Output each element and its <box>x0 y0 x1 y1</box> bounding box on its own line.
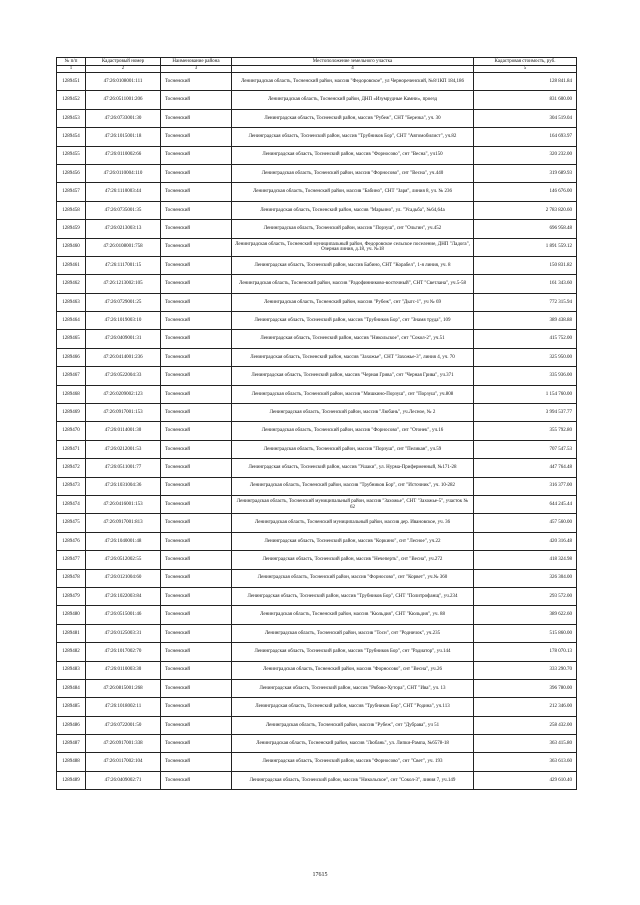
header-cadastral-number: Кадастровый номер <box>86 58 161 66</box>
row-index: 1289479 <box>57 587 86 605</box>
row-cadastral-value: 258 432.00 <box>474 716 577 734</box>
row-cadastral-value: 457 560.00 <box>474 514 577 532</box>
row-cadastral-value: 363 415.80 <box>474 735 577 753</box>
row-location: Ленинградская область, Тосненский муниципальный район, массив дер. Ивановское, уч. 36 <box>232 514 474 532</box>
row-district: Тосненский <box>161 164 232 182</box>
row-cadastral-value: 3 994 537.77 <box>474 404 577 422</box>
row-location: Ленинградская область, Тосненский район, массив "Марьино", ул. "Усадьба", №64,64а <box>232 201 474 219</box>
row-cadastral-number: 47:26:0110004:110 <box>86 164 161 182</box>
row-cadastral-value: 831 600.00 <box>474 91 577 109</box>
row-cadastral-value: 396 780.00 <box>474 679 577 697</box>
table-body <box>57 73 577 790</box>
table-row <box>57 220 577 238</box>
row-district: Тосненский <box>161 679 232 697</box>
table-row <box>57 256 577 274</box>
row-cadastral-number: 47:26:1213002:105 <box>86 275 161 293</box>
row-cadastral-number: 47:26:0511001:206 <box>86 91 161 109</box>
row-cadastral-value: 164 693.97 <box>474 128 577 146</box>
row-location: Ленинградская область, Тосненский район, массив "Форносово", снт "Весна", уч.440 <box>232 164 474 182</box>
row-cadastral-value: 320 232.00 <box>474 146 577 164</box>
row-cadastral-number: 47:26:0409001:31 <box>86 330 161 348</box>
row-district: Тосненский <box>161 367 232 385</box>
row-district: Тосненский <box>161 716 232 734</box>
row-location: Ленинградская область, Тосненский район, массив "Форносово", снт "Весна", уч150 <box>232 146 474 164</box>
row-district: Тосненский <box>161 735 232 753</box>
row-cadastral-number: 47:26:0414001:236 <box>86 348 161 366</box>
row-location: Ленинградская область, Тосненский район, массив "Никольское", снт "Сокол-2", уч.51 <box>232 330 474 348</box>
row-index: 1289463 <box>57 293 86 311</box>
row-cadastral-value: 150 831.82 <box>474 256 577 274</box>
row-location: Ленинградская область, Тосненский район, массив "Ушаки", ул. Нурма-Приферменный, №171-28 <box>232 459 474 477</box>
row-index: 1289476 <box>57 532 86 550</box>
row-district: Тосненский <box>161 293 232 311</box>
row-location: Ленинградская область, Тосненский район, массив Бабино, СНТ "Корабел", 1-я линия, уч. 8 <box>232 256 474 274</box>
row-district: Тосненский <box>161 477 232 495</box>
row-location: Ленинградская область, Тосненский район, массив "Рябово-Хутора", СНТ "Ива", уч. 13 <box>232 679 474 697</box>
table-row <box>57 698 577 716</box>
row-cadastral-value: 304 519.04 <box>474 109 577 127</box>
row-location: Ленинградская область, Тосненский район, массив "Радофинниково-восточный", СНТ "Светлана", уч.5-58 <box>232 275 474 293</box>
row-cadastral-number: 47:26:0409002:71 <box>86 771 161 789</box>
row-location: Ленинградская область, Тосненский район, массив "Трубников Бор", снт "Знамя труда", 109 <box>232 312 474 330</box>
row-index: 1289468 <box>57 385 86 403</box>
column-number: 1 <box>57 66 86 73</box>
row-index: 1289453 <box>57 109 86 127</box>
row-index: 1289471 <box>57 440 86 458</box>
row-cadastral-number: 47:26:1031004:36 <box>86 477 161 495</box>
table-row <box>57 348 577 366</box>
row-district: Тосненский <box>161 109 232 127</box>
row-district: Тосненский <box>161 91 232 109</box>
table-row <box>57 164 577 182</box>
row-location: Ленинградская область, Тосненский район, массив "Никольское", снт "Сокол-3", линия 7, уч.149 <box>232 771 474 789</box>
row-location: Ленинградская область, Тосненский район, массив "Тосн", снт "Родничок", уч.235 <box>232 624 474 642</box>
table-row <box>57 495 577 513</box>
row-cadastral-number: 47:26:0125003:31 <box>86 624 161 642</box>
row-cadastral-number: 47:26:0515001:46 <box>86 606 161 624</box>
table-row <box>57 385 577 403</box>
row-cadastral-value: 420 316.48 <box>474 532 577 550</box>
table-row <box>57 293 577 311</box>
row-location: Ленинградская область, Тосненский район, массив "Порзуш", снт "Ольгин", уч.452 <box>232 220 474 238</box>
row-index: 1289489 <box>57 771 86 789</box>
header-index: № п/п <box>57 58 86 66</box>
table-row <box>57 109 577 127</box>
row-cadastral-value: 146 676.00 <box>474 183 577 201</box>
header-location: Местоположение земельного участка <box>232 58 474 66</box>
row-district: Тосненский <box>161 661 232 679</box>
row-location: Ленинградская область, Тосненский район, массив "Трубников Бор", снт "Радиатор", уч.144 <box>232 643 474 661</box>
table-row <box>57 238 577 256</box>
row-district: Тосненский <box>161 643 232 661</box>
row-cadastral-number: 47:26:1110003:44 <box>86 183 161 201</box>
row-index: 1289484 <box>57 679 86 697</box>
row-index: 1289477 <box>57 551 86 569</box>
row-location: Ленинградская область, Тосненский район, ДНП «Изумрудные Камни», проезд <box>232 91 474 109</box>
row-location: Ленинградская область, Тосненский район, массив "Федоровское", ул Чернореченский, №8/1КП 184,186 <box>232 73 474 91</box>
table-row <box>57 330 577 348</box>
row-location: Ленинградская область, Тосненский район, массив "Любань", уч.Лесное, № 2 <box>232 404 474 422</box>
row-cadastral-number: 47:26:0512002:55 <box>86 551 161 569</box>
row-cadastral-number: 47:26:1117001:15 <box>86 256 161 274</box>
table-row <box>57 716 577 734</box>
row-cadastral-value: 429 610.40 <box>474 771 577 789</box>
row-cadastral-number: 47:26:1040001:48 <box>86 532 161 550</box>
table-row <box>57 624 577 642</box>
row-cadastral-value: 335 936.00 <box>474 367 577 385</box>
cadastral-table <box>56 57 577 790</box>
row-index: 1289462 <box>57 275 86 293</box>
row-cadastral-value: 161 343.60 <box>474 275 577 293</box>
row-index: 1289455 <box>57 146 86 164</box>
table-row <box>57 661 577 679</box>
table-row <box>57 679 577 697</box>
row-location: Ленинградская область, Тосненский район, массив "Рубеж", снт "Дыгс-1", уч № 69 <box>232 293 474 311</box>
table-row <box>57 532 577 550</box>
header-cadastral-value: Кадастровая стоимость, руб. <box>474 58 577 66</box>
row-location: Ленинградская область, Тосненский район, массив "Порзуш", снт "Пеликан", уч.59 <box>232 440 474 458</box>
column-number: 3 <box>161 66 232 73</box>
row-district: Тосненский <box>161 771 232 789</box>
row-district: Тосненский <box>161 569 232 587</box>
row-location: Ленинградская область, Тосненский район, массив "Форносово", снт "Свет", уч. 193 <box>232 753 474 771</box>
row-district: Тосненский <box>161 183 232 201</box>
row-index: 1289459 <box>57 220 86 238</box>
row-district: Тосненский <box>161 146 232 164</box>
row-cadastral-value: 178 070.13 <box>474 643 577 661</box>
table-row <box>57 643 577 661</box>
row-location: Ленинградская область, Тосненский муниципальный район, Федоровское сельское поселение, ДНП "Ладога", Озерная линия, д.18, уч. №18 <box>232 238 474 256</box>
table-row <box>57 73 577 91</box>
row-cadastral-number: 47:26:1018002:11 <box>86 698 161 716</box>
table-row <box>57 440 577 458</box>
row-cadastral-number: 47:26:1019003:10 <box>86 312 161 330</box>
row-cadastral-value: 212 346.00 <box>474 698 577 716</box>
row-cadastral-number: 47:26:0522004:33 <box>86 367 161 385</box>
row-district: Тосненский <box>161 514 232 532</box>
row-location: Ленинградская область, Тосненский район, массив "Трубников Бор", снт "Источник", уч. 10-282 <box>232 477 474 495</box>
row-cadastral-value: 326 304.00 <box>474 569 577 587</box>
table-row <box>57 587 577 605</box>
row-cadastral-value: 355 792.80 <box>474 422 577 440</box>
row-district: Тосненский <box>161 532 232 550</box>
column-number: 4 <box>232 66 474 73</box>
row-index: 1289466 <box>57 348 86 366</box>
row-cadastral-value: 418 324.98 <box>474 551 577 569</box>
table-row <box>57 514 577 532</box>
row-index: 1289457 <box>57 183 86 201</box>
row-cadastral-number: 47:26:0114001:30 <box>86 422 161 440</box>
row-location: Ленинградская область, Тосненский район, массив "Рубеж", снт "Дубрава", уч 51 <box>232 716 474 734</box>
row-location: Ленинградская область, Тосненский район, массив "Рубеж", СНТ "Березка", уч. 30 <box>232 109 474 127</box>
row-district: Тосненский <box>161 495 232 513</box>
table-row <box>57 183 577 201</box>
row-index: 1289472 <box>57 459 86 477</box>
row-cadastral-number: 47:26:0735001:35 <box>86 201 161 219</box>
row-index: 1289451 <box>57 73 86 91</box>
row-cadastral-value: 389 622.60 <box>474 606 577 624</box>
row-cadastral-number: 47:26:1022003:84 <box>86 587 161 605</box>
table-row <box>57 459 577 477</box>
row-cadastral-value: 319 689.93 <box>474 164 577 182</box>
row-cadastral-value: 2 783 820.60 <box>474 201 577 219</box>
table-row <box>57 606 577 624</box>
row-district: Тосненский <box>161 238 232 256</box>
row-cadastral-value: 772 315.94 <box>474 293 577 311</box>
table-row <box>57 312 577 330</box>
row-cadastral-number: 47:26:0917001:153 <box>86 404 161 422</box>
row-district: Тосненский <box>161 753 232 771</box>
row-cadastral-number: 47:26:0108001:111 <box>86 73 161 91</box>
row-cadastral-number: 47:26:1017002:70 <box>86 643 161 661</box>
row-location: Ленинградская область, Тосненский район, массив "Форносово", снт "Огонек", уч.16 <box>232 422 474 440</box>
table-row <box>57 146 577 164</box>
row-index: 1289461 <box>57 256 86 274</box>
row-district: Тосненский <box>161 73 232 91</box>
row-district: Тосненский <box>161 606 232 624</box>
row-index: 1289452 <box>57 91 86 109</box>
row-district: Тосненский <box>161 385 232 403</box>
row-index: 1289485 <box>57 698 86 716</box>
table-row <box>57 771 577 789</box>
row-index: 1289474 <box>57 495 86 513</box>
row-location: Ленинградская область, Тосненский район, массив "Захожье", СНТ "Захожье-3", линия 4, уч. 70 <box>232 348 474 366</box>
table-row <box>57 367 577 385</box>
row-district: Тосненский <box>161 624 232 642</box>
row-cadastral-value: 644 245.44 <box>474 495 577 513</box>
table-row <box>57 422 577 440</box>
row-index: 1289478 <box>57 569 86 587</box>
table-row <box>57 128 577 146</box>
row-index: 1289487 <box>57 735 86 753</box>
row-cadastral-number: 47:26:0917001:338 <box>86 735 161 753</box>
table-row <box>57 275 577 293</box>
row-location: Ленинградская область, Тосненский район, массив "Кюльдия", СНТ "Кюльдия", уч. 88 <box>232 606 474 624</box>
row-cadastral-number: 47:26:1015001:18 <box>86 128 161 146</box>
row-location: Ленинградская область, Тосненский район, массив "Трубников Бор", СНТ "Автомобилист", уч.82 <box>232 128 474 146</box>
row-cadastral-number: 47:26:0815001:268 <box>86 679 161 697</box>
table-row <box>57 735 577 753</box>
row-index: 1289475 <box>57 514 86 532</box>
row-cadastral-number: 47:26:0729001:25 <box>86 293 161 311</box>
row-cadastral-value: 447 764.48 <box>474 459 577 477</box>
row-cadastral-number: 47:26:0110002:66 <box>86 146 161 164</box>
row-index: 1289480 <box>57 606 86 624</box>
row-cadastral-value: 128 841.84 <box>474 73 577 91</box>
row-cadastral-value: 1 154 760.00 <box>474 385 577 403</box>
row-district: Тосненский <box>161 128 232 146</box>
row-district: Тосненский <box>161 440 232 458</box>
row-district: Тосненский <box>161 348 232 366</box>
row-index: 1289454 <box>57 128 86 146</box>
row-index: 1289482 <box>57 643 86 661</box>
row-index: 1289458 <box>57 201 86 219</box>
row-district: Тосненский <box>161 220 232 238</box>
row-district: Тосненский <box>161 275 232 293</box>
row-district: Тосненский <box>161 698 232 716</box>
row-location: Ленинградская область, Тосненский район, массив "Трубников Бор", СНТ "Родина", уч.113 <box>232 698 474 716</box>
row-district: Тосненский <box>161 201 232 219</box>
row-index: 1289469 <box>57 404 86 422</box>
row-cadastral-number: 47:26:0110003:30 <box>86 661 161 679</box>
row-cadastral-number: 47:26:0108001:758 <box>86 238 161 256</box>
row-location: Ленинградская область, Тосненский район, массив "Форносово", снт "Корвет", уч.№ 360 <box>232 569 474 587</box>
row-index: 1289456 <box>57 164 86 182</box>
row-district: Тосненский <box>161 551 232 569</box>
row-cadastral-value: 415 752.00 <box>474 330 577 348</box>
row-district: Тосненский <box>161 256 232 274</box>
row-index: 1289488 <box>57 753 86 771</box>
row-cadastral-value: 333 290.70 <box>474 661 577 679</box>
row-cadastral-value: 293 572.00 <box>474 587 577 605</box>
row-district: Тосненский <box>161 422 232 440</box>
row-index: 1289460 <box>57 238 86 256</box>
row-index: 1289473 <box>57 477 86 495</box>
row-location: Ленинградская область, Тосненский район, массив "Трубников Бор", СНТ "Политрофанщ", уч.234 <box>232 587 474 605</box>
table-row <box>57 404 577 422</box>
row-index: 1289483 <box>57 661 86 679</box>
table-row <box>57 753 577 771</box>
row-index: 1289470 <box>57 422 86 440</box>
header-district: Наименование района <box>161 58 232 66</box>
row-cadastral-number: 47:26:0213003:13 <box>86 220 161 238</box>
table-row <box>57 477 577 495</box>
row-cadastral-number: 47:26:0212001:53 <box>86 440 161 458</box>
table-row <box>57 91 577 109</box>
row-cadastral-number: 47:26:0917001:813 <box>86 514 161 532</box>
row-location: Ленинградская область, Тосненский район, массив "Любань", ул. Липки-Рампа, №6578-18 <box>232 735 474 753</box>
row-index: 1289464 <box>57 312 86 330</box>
row-index: 1289467 <box>57 367 86 385</box>
row-cadastral-value: 515 860.00 <box>474 624 577 642</box>
row-cadastral-value: 363 613.60 <box>474 753 577 771</box>
row-district: Тосненский <box>161 459 232 477</box>
row-cadastral-value: 1 891 559.12 <box>474 238 577 256</box>
row-cadastral-value: 325 950.00 <box>474 348 577 366</box>
column-number-row <box>57 66 577 73</box>
row-cadastral-value: 316 377.00 <box>474 477 577 495</box>
table-header-row <box>57 58 577 66</box>
row-location: Ленинградская область, Тосненский район, массив "Бабино", СНТ "Заря", линия 8, уч. № 236 <box>232 183 474 201</box>
column-number: 2 <box>86 66 161 73</box>
column-number: 5 <box>474 66 577 73</box>
row-location: Ленинградская область, Тосненский муниципальный район, массив "Захожье", СНТ "Захожье-5", участок № 62 <box>232 495 474 513</box>
table-row <box>57 551 577 569</box>
row-cadastral-number: 47:26:0416001:153 <box>86 495 161 513</box>
row-district: Тосненский <box>161 587 232 605</box>
row-location: Ленинградская область, Тосненский район, массив "Коркино", снт "Лесное", уч.22 <box>232 532 474 550</box>
row-index: 1289486 <box>57 716 86 734</box>
row-cadastral-number: 47:26:0511001:77 <box>86 459 161 477</box>
row-cadastral-value: 389 438.88 <box>474 312 577 330</box>
row-cadastral-number: 47:26:0209002:123 <box>86 385 161 403</box>
page-number: 17615 <box>312 872 328 878</box>
table-row <box>57 569 577 587</box>
row-location: Ленинградская область, Тосненский район, массив "Форносово", снт "Весна", уч.26 <box>232 661 474 679</box>
row-location: Ленинградская область, Тосненский район, массив "Черная Грива", снт "Черная Грива", уч.371 <box>232 367 474 385</box>
row-district: Тосненский <box>161 404 232 422</box>
row-cadastral-value: 696 958.48 <box>474 220 577 238</box>
row-location: Ленинградская область, Тосненский район, массив "Нечеперть", снт "Весна", уч.272 <box>232 551 474 569</box>
row-cadastral-value: 707 547.53 <box>474 440 577 458</box>
row-location: Ленинградская область, Тосненский район, массив "Мишкино-Порзуш", снт "Порзуш", уч.808 <box>232 385 474 403</box>
row-district: Тосненский <box>161 330 232 348</box>
row-cadastral-number: 47:26:0121004:60 <box>86 569 161 587</box>
row-cadastral-number: 47:26:0733001:30 <box>86 109 161 127</box>
row-cadastral-number: 47:26:0722001:50 <box>86 716 161 734</box>
table-row <box>57 201 577 219</box>
row-district: Тосненский <box>161 312 232 330</box>
cadastral-table-container <box>56 57 576 790</box>
row-index: 1289481 <box>57 624 86 642</box>
row-index: 1289465 <box>57 330 86 348</box>
row-cadastral-number: 47:26:0117002:104 <box>86 753 161 771</box>
